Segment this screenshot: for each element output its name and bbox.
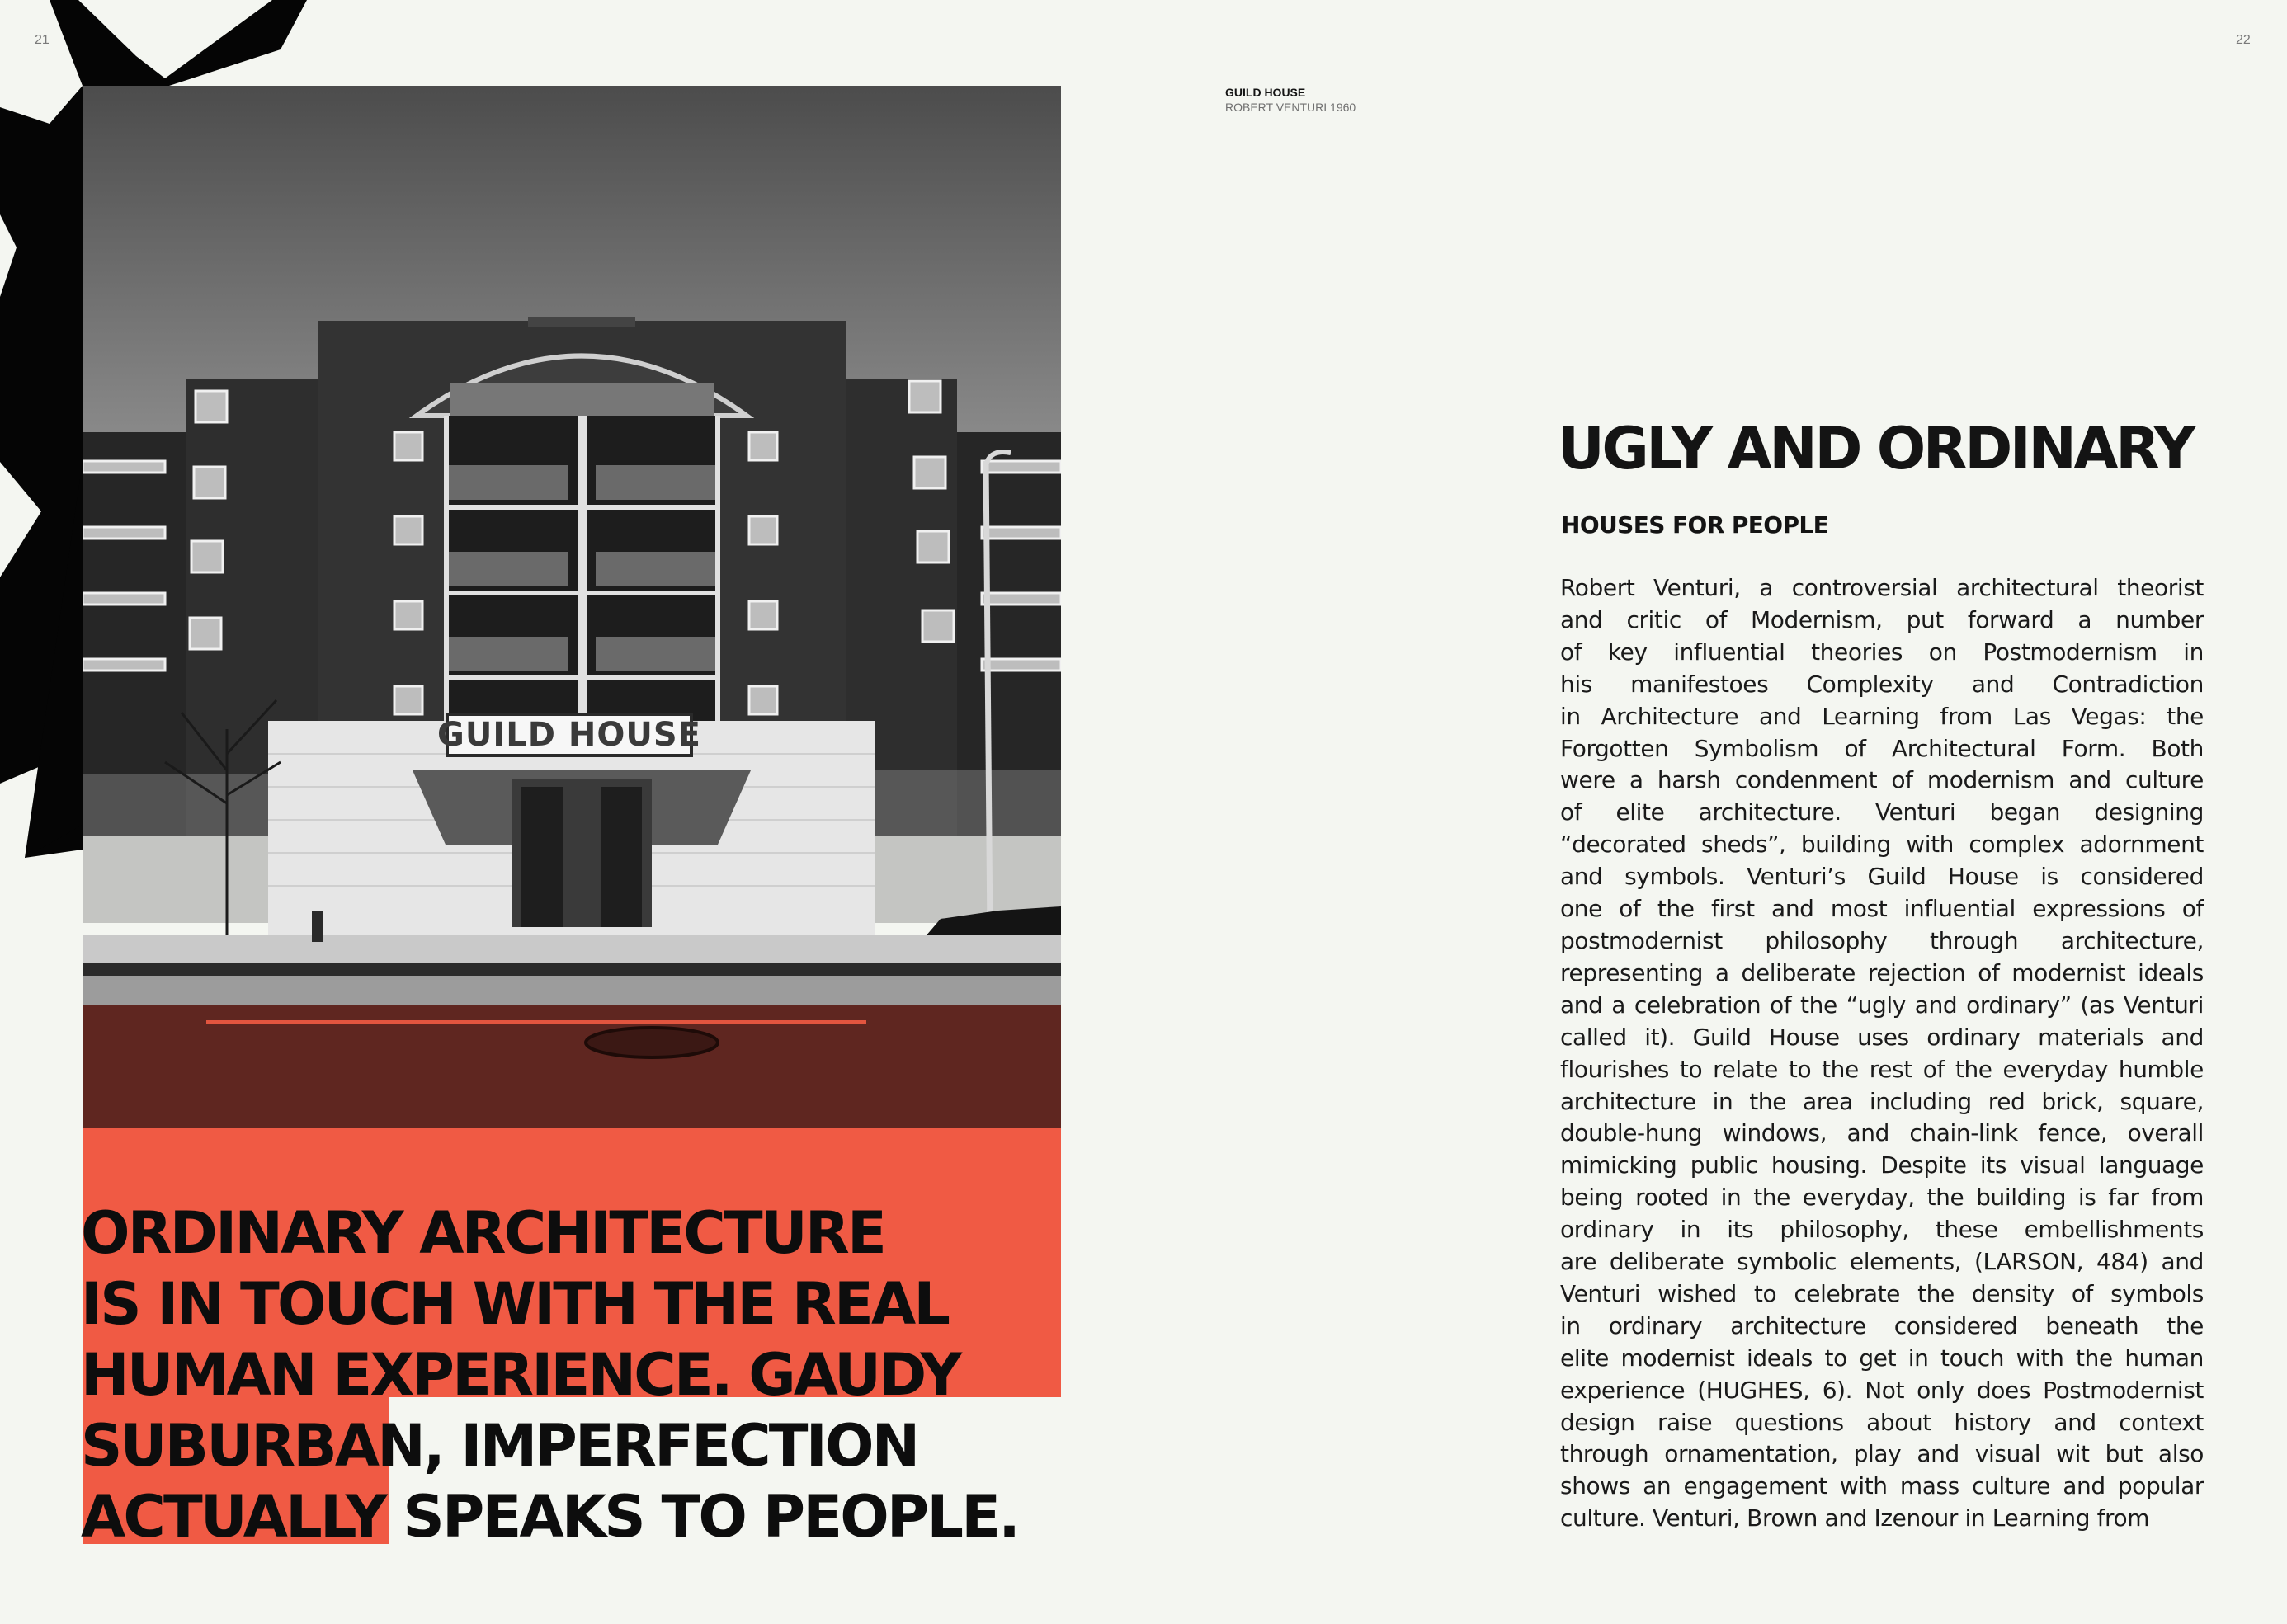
guild-house-sign: GUILD HOUSE — [446, 713, 693, 757]
body-line: ordinary in its philosophy, these embellishments — [1560, 1216, 2204, 1244]
body-line: culture. Venturi, Brown and Izenour in Learning from — [1560, 1504, 2150, 1532]
pullquote — [81, 1198, 1104, 1552]
body-line: were a harsh condenment of modernism and culture — [1560, 766, 2204, 794]
body-line: flourishes to relate to the rest of the everyday humble — [1560, 1055, 2204, 1083]
pullquote-line: ORDINARY ARCHITECTURE — [81, 1199, 884, 1267]
body-line: Venturi wished to celebrate the density of symbols — [1560, 1279, 2204, 1307]
body-line: being rooted in the everyday, the building is far from — [1560, 1184, 2204, 1212]
pullquote-line: HUMAN EXPERIENCE. GAUDY — [81, 1341, 960, 1409]
credit-subtitle: ROBERT VENTURI 1960 — [1225, 101, 1356, 114]
pullquote-line: IS IN TOUCH WITH THE REAL — [81, 1270, 949, 1338]
red-overlay-band — [83, 1005, 1061, 1128]
article-subhead: HOUSES FOR PEOPLE — [1561, 511, 1829, 539]
body-line: architecture in the area including red brick, square, — [1560, 1087, 2204, 1115]
body-line: shows an engagement with mass culture and popular — [1560, 1472, 2204, 1500]
building-illustration — [83, 86, 1061, 1128]
manhole-cover — [578, 1022, 726, 1063]
body-line: one of the first and most influential expressions of — [1560, 895, 2204, 923]
guild-house-photo — [83, 86, 1061, 1128]
photo-credit — [1225, 85, 1356, 115]
body-line: representing a deliberate rejection of modernist ideals — [1560, 958, 2204, 986]
body-line: experience (HUGHES, 6). Not only does Postmodernist — [1560, 1376, 2204, 1404]
body-line: Forgotten Symbolism of Architectural Form. Both — [1560, 734, 2204, 762]
body-line: his manifestoes Complexity and Contradiction — [1560, 670, 2204, 698]
article-headline: UGLY AND ORDINARY — [1558, 415, 2193, 482]
page-number-right: 22 — [2236, 33, 2251, 47]
pullquote-line: SUBURBAN, IMPERFECTION — [81, 1412, 918, 1480]
body-line: and critic of Modernism, put forward a number — [1560, 605, 2204, 633]
body-line: of elite architecture. Venturi began designing — [1560, 798, 2204, 826]
page-number-left: 21 — [35, 33, 50, 47]
body-line: elite modernist ideals to get in touch with the human — [1560, 1344, 2204, 1372]
body-line: in Architecture and Learning from Las Vegas: the — [1560, 702, 2204, 730]
body-line: in ordinary architecture considered beneath the — [1560, 1311, 2204, 1339]
body-line: through ornamentation, play and visual wit but also — [1560, 1440, 2204, 1468]
body-line: “decorated sheds”, building with complex adornment — [1560, 831, 2204, 859]
body-line: of key influential theories on Postmodernism in — [1560, 638, 2204, 666]
red-road-line — [206, 1020, 866, 1024]
body-line: double-hung windows, and chain-link fence, overall — [1560, 1119, 2204, 1147]
body-line: called it). Guild House uses ordinary materials and — [1560, 1023, 2204, 1051]
body-line: postmodernist philosophy through architecture, — [1560, 926, 2204, 954]
body-line: mimicking public housing. Despite its visual language — [1560, 1151, 2204, 1179]
body-line: and a celebration of the “ugly and ordinary” (as Venturi — [1560, 991, 2204, 1019]
article-body — [1560, 572, 2204, 1535]
credit-title: GUILD HOUSE — [1225, 86, 1306, 99]
body-line: design raise questions about history and context — [1560, 1408, 2204, 1436]
pullquote-line: ACTUALLY SPEAKS TO PEOPLE. — [81, 1483, 1019, 1551]
body-line: Robert Venturi, a controversial architectural theorist — [1560, 574, 2204, 601]
body-line: and symbols. Venturi’s Guild House is considered — [1560, 863, 2204, 891]
body-line: are deliberate symbolic elements, (LARSON, 484) and — [1560, 1248, 2204, 1276]
